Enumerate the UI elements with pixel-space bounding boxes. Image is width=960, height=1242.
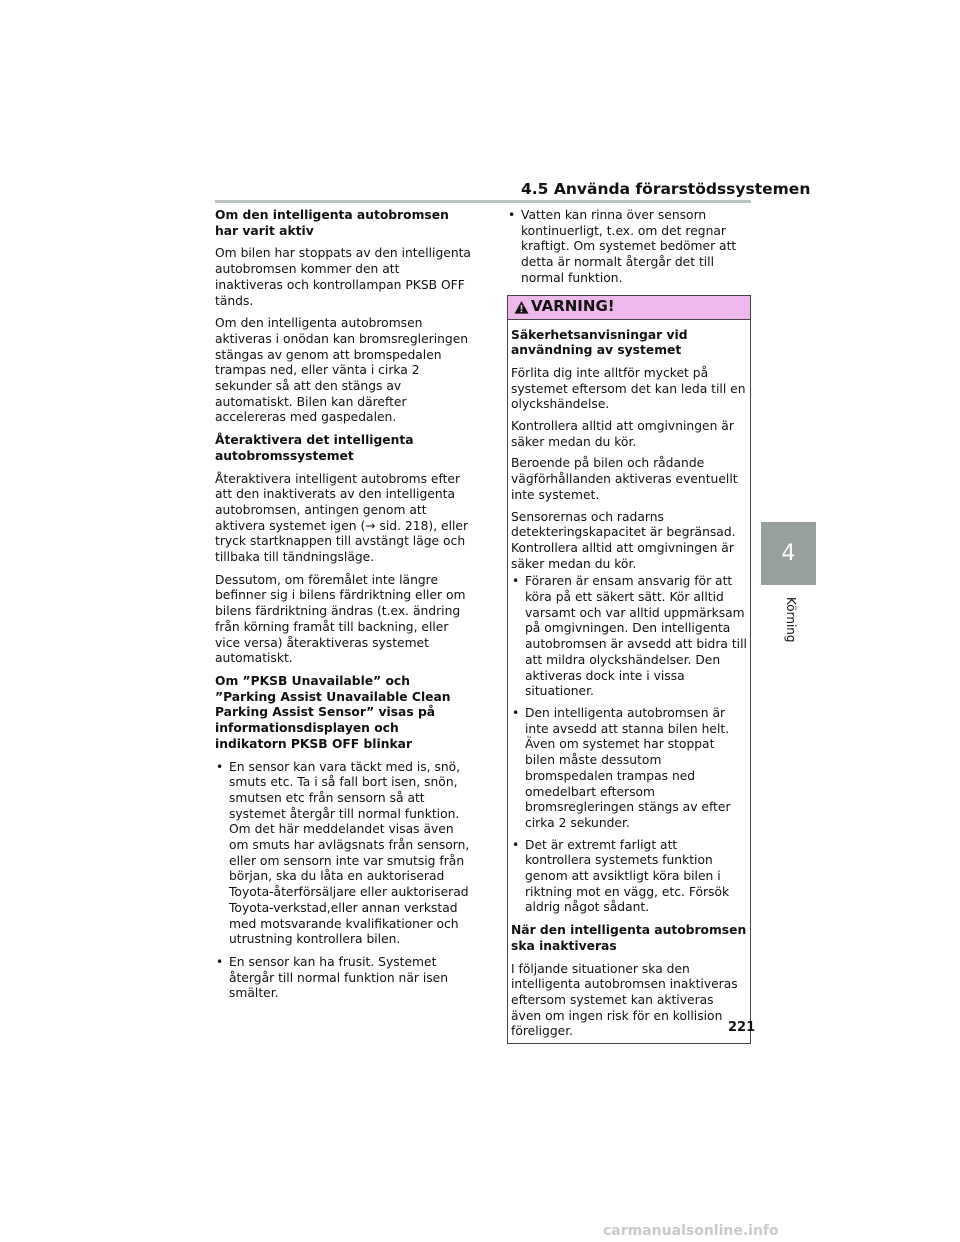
warning-body	[508, 320, 750, 1044]
heading-deactivate: När den intelligenta autobromsen ska inaktiveras	[511, 923, 747, 953]
list-item	[215, 955, 471, 1002]
paragraph: Kontrollera alltid att omgivningen är säker medan du kör.	[511, 419, 734, 449]
watermark: carmanualsonline.info	[603, 1223, 779, 1239]
heading-safety: Säkerhetsanvisningar vid användning av systemet	[511, 327, 688, 358]
list-item	[511, 574, 747, 700]
heading-autobrake-active: Om den intelligenta autobromsen har varit aktiv	[215, 208, 449, 238]
right-column	[507, 208, 751, 1044]
warning-triangle-icon	[514, 300, 529, 315]
list-item-text: Den intelligenta autobromsen är inte avsedd att stanna bilen helt. Även om systemet har stoppat bilen måste dessutom bromspedalen trampas ned omedelbart eftersom bromsregleringen stängs av efter cirka 2 sekunder.	[525, 705, 731, 830]
chapter-label: Körning	[784, 597, 798, 643]
warning-header	[508, 296, 750, 320]
paragraph: Beroende på bilen och rådande vägförhållanden aktiveras eventuellt inte systemet.	[511, 456, 738, 502]
section-title: 4.5 Använda förarstödssystemen	[521, 180, 811, 198]
left-column	[215, 208, 471, 1009]
list-item	[215, 760, 471, 948]
paragraph: Om bilen har stoppats av den intelligenta autobromsen kommer den att inaktiveras och kontrollampan PKSB OFF tänds.	[215, 246, 471, 308]
warning-label: VARNING!	[531, 297, 615, 316]
list-item-text: En sensor kan ha frusit. Systemet återgår till normal funktion när isen smälter.	[229, 954, 449, 1001]
heading-reactivate: Återaktivera det intelligenta autobromssystemet	[215, 433, 414, 463]
paragraph: Förlita dig inte alltför mycket på systemet eftersom det kan leda till en olyckshändelse.	[511, 365, 746, 412]
bullet-list	[215, 760, 471, 1003]
paragraph: Återaktivera intelligent autobroms efter att den inaktiverats av den intelligenta autobromsen, antingen genom att aktivera systemet igen (→ sid. 218), eller tryck startknappen till avstängt läge och tillbaka till tändningsläge.	[215, 471, 469, 565]
list-item	[511, 706, 747, 832]
warning-box	[507, 295, 751, 1045]
list-item	[507, 208, 751, 287]
list-item-text: Det är extremt farligt att kontrollera systemets funktion genom att avsiktligt köra bilen i riktning mot en vägg, etc. Försök aldrig något sådant.	[525, 837, 730, 915]
heading-pksb-unavailable: Om ”PKSB Unavailable” och ”Parking Assist Unavailable Clean Parking Assist Sensor” visas på informationsdisplayen och indikatorn PKSB OFF blinkar	[215, 673, 451, 751]
page-number: 221	[728, 1020, 756, 1035]
bullet-icon: •	[508, 208, 516, 222]
list-item	[511, 838, 747, 917]
list-item-text: Vatten kan rinna över sensorn kontinuerligt, t.ex. om det regnar kraftigt. Om systemet bedömer att detta är normalt återgår det till normal funktion.	[521, 208, 737, 285]
bullet-icon: •	[216, 954, 224, 969]
bullet-icon: •	[216, 759, 224, 774]
chapter-tab[interactable]: 4	[761, 522, 816, 585]
paragraph: Om den intelligenta autobromsen aktiveras i onödan kan bromsregleringen stängas av genom att bromspedalen trampas ned, eller vänta i cirka 2 sekunder så att den stängs av automatiskt. Bilen kan därefter accelereras med gaspedalen.	[215, 316, 469, 425]
bullet-list	[511, 574, 747, 916]
bullet-icon: •	[512, 574, 520, 589]
list-item-text: En sensor kan vara täckt med is, snö, smuts etc. Ta i så fall bort isen, snön, smutsen etc från sensorn så att systemet återgår till normal funktion. Om det här meddelandet visas även om smuts har avlägsnats från sensorn, eller om sensorn inte var smutsig från början, ska du låta en auktoriserad Toyota-återförsäljare eller auktoriserad Toyota-verkstad,eller annan verkstad med motsvarande kvalifikationer och utrustning kontrollera bilen.	[229, 759, 470, 947]
header-divider	[215, 200, 751, 203]
paragraph: Dessutom, om föremålet inte längre befinner sig i bilens färdriktning eller om bilens färdriktning ändras (t.ex. ändring från körning framåt till backning, eller vice versa) återaktiveras systemet automatiskt.	[215, 572, 466, 666]
paragraph: I följande situationer ska den intelligenta autobromsen inaktiveras eftersom systemet kan aktiveras även om ingen risk för en kollision föreligger.	[511, 961, 738, 1039]
bullet-icon: •	[512, 705, 520, 720]
bullet-icon: •	[512, 837, 520, 852]
bullet-list	[507, 208, 751, 287]
list-item-text: Föraren är ensam ansvarig för att köra på ett säkert sätt. Kör alltid varsamt och var alltid uppmärksam på omgivningen. Den intelligenta autobromsen är avsedd att bidra till att mildra olyckshändelser. Den aktiveras dock inte i vissa situationer.	[525, 574, 747, 699]
paragraph: Sensorernas och radarns detekteringskapacitet är begränsad. Kontrollera alltid att omgivningen är säker medan du kör.	[511, 509, 736, 571]
